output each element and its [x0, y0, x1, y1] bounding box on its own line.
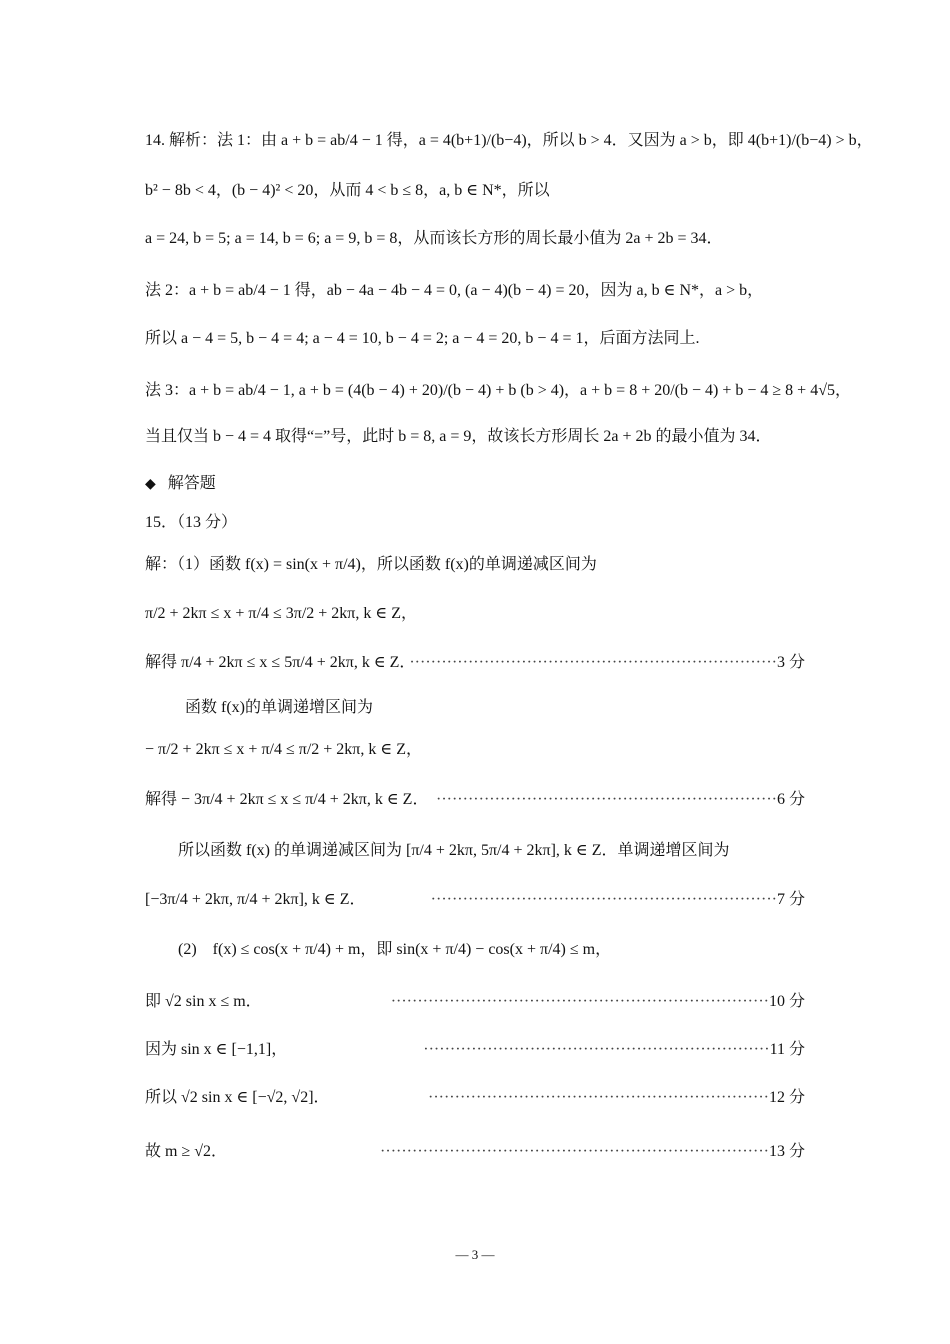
- line-14-6: 法 3：a + b = ab/4 − 1, a + b = (4(b − 4) + 20)/(b − 4) + b (b > 4)，a + b = 8 + 20/(b − 4) + b − 4 ≥ 8 + 4√5，: [145, 382, 851, 399]
- line-15-9: (2) f(x) ≤ cos(x + π/4) + m，即 sin(x + π/4) − cos(x + π/4) ≤ m，: [178, 941, 612, 958]
- score-3: ·····································································3 分: [409, 654, 805, 671]
- line-15-1: 解：（1）函数 f(x) = sin(x + π/4)，所以函数 f(x)的单调递减区间为: [145, 556, 597, 573]
- section-title: 解答题: [167, 475, 216, 492]
- page-number: — 3 —: [455, 1247, 495, 1262]
- line-14-3: a = 24, b = 5; a = 14, b = 6; a = 9, b = 8，从而该长方形的周长最小值为 2a + 2b = 34．: [145, 230, 723, 247]
- line-15-8: [−3π/4 + 2kπ, π/4 + 2kπ], k ∈ Z．: [145, 891, 366, 908]
- line-14-2: b² − 8b < 4，(b − 4)² < 20，从而 4 < b ≤ 8，a, b ∈ N*，所以: [145, 182, 550, 199]
- line-15-13: 故 m ≥ √2．: [145, 1143, 228, 1160]
- line-15-11: 因为 sin x ∈ [−1,1]，: [145, 1041, 288, 1058]
- line-14-5: 所以 a − 4 = 5, b − 4 = 4; a − 4 = 10, b − 4 = 2; a − 4 = 20, b − 4 = 1，后面方法同上.: [145, 330, 700, 347]
- score-10: ·······································································10 分: [390, 993, 805, 1010]
- line-15-10: 即 √2 sin x ≤ m．: [145, 993, 262, 1010]
- score-11: ·································································11 分: [423, 1041, 805, 1058]
- line-14-4: 法 2：a + b = ab/4 − 1 得，ab − 4a − 4b − 4 = 0, (a − 4)(b − 4) = 20，因为 a, b ∈ N*，a > b，: [145, 282, 764, 299]
- score-12: ································································12 分: [427, 1089, 805, 1106]
- problem-15-number: 15．（13 分）: [145, 514, 238, 531]
- section-heading: [145, 473, 216, 496]
- score-7: ·································································7 分: [430, 891, 805, 908]
- line-15-3: 解得 π/4 + 2kπ ≤ x ≤ 5π/4 + 2kπ, k ∈ Z．: [145, 654, 416, 671]
- diamond-icon: ◆: [145, 477, 156, 492]
- line-15-5: − π/2 + 2kπ ≤ x + π/4 ≤ π/2 + 2kπ, k ∈ Z，: [145, 741, 423, 758]
- score-6: ································································6 分: [435, 791, 805, 808]
- line-15-4: 函数 f(x)的单调递增区间为: [185, 699, 373, 716]
- line-14-1: 14. 解析：法 1：由 a + b = ab/4 − 1 得，a = 4(b+1)/(b−4)，所以 b > 4．又因为 a > b，即 4(b+1)/(b−4) > b，: [145, 132, 873, 149]
- line-15-6: 解得 − 3π/4 + 2kπ ≤ x ≤ π/4 + 2kπ, k ∈ Z．: [145, 791, 429, 808]
- line-15-7: 所以函数 f(x) 的单调递减区间为 [π/4 + 2kπ, 5π/4 + 2kπ], k ∈ Z．单调递增区间为: [178, 842, 730, 859]
- line-15-12: 所以 √2 sin x ∈ [−√2, √2]．: [145, 1089, 330, 1106]
- line-15-2: π/2 + 2kπ ≤ x + π/4 ≤ 3π/2 + 2kπ, k ∈ Z，: [145, 605, 417, 622]
- score-13: ·········································································13 分: [380, 1143, 805, 1160]
- line-14-7: 当且仅当 b − 4 = 4 取得“=”号，此时 b = 8, a = 9，故该长方形周长 2a + 2b 的最小值为 34．: [145, 428, 772, 445]
